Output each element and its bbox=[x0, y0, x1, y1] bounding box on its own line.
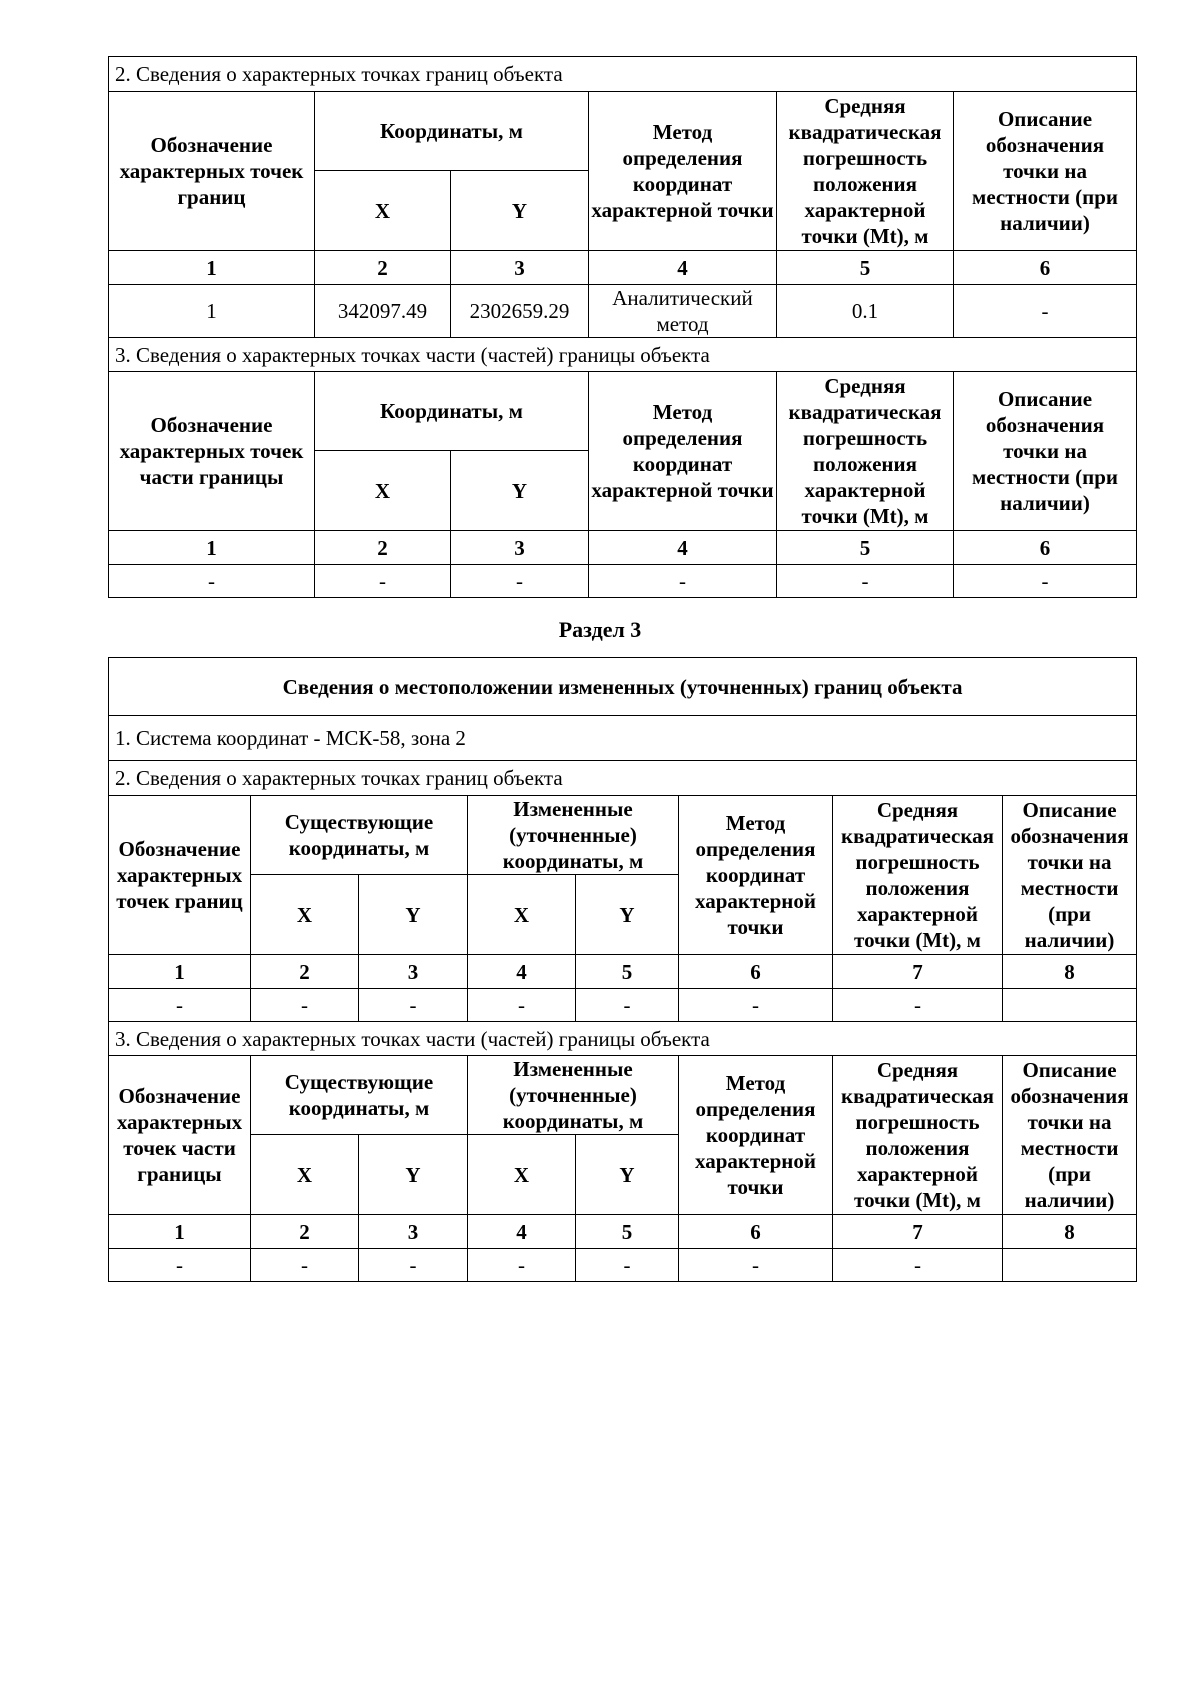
header-changed-coordinates: Измененные (уточненные) координаты, м bbox=[468, 1056, 679, 1135]
description-value: - bbox=[954, 285, 1137, 338]
table-row bbox=[109, 989, 1137, 1022]
header-changed-coordinates: Измененные (уточненные) координаты, м bbox=[468, 796, 679, 875]
header-method: Метод определения координат характерной точки bbox=[589, 372, 777, 531]
header-x: X bbox=[468, 1135, 576, 1215]
column-number: 6 bbox=[954, 251, 1137, 285]
empty-cell bbox=[1003, 989, 1137, 1022]
column-number: 1 bbox=[109, 1215, 251, 1249]
header-x: X bbox=[251, 1135, 359, 1215]
column-number: 4 bbox=[468, 955, 576, 989]
points-table-part-1 bbox=[108, 56, 1137, 598]
points-table-section-3 bbox=[108, 657, 1137, 1282]
header-x: X bbox=[315, 451, 451, 531]
header-designation: Обозначение характерных точек границ bbox=[109, 92, 315, 251]
column-number: 6 bbox=[954, 531, 1137, 565]
column-number: 7 bbox=[833, 955, 1003, 989]
empty-cell: - bbox=[954, 565, 1137, 598]
empty-cell: - bbox=[251, 1249, 359, 1282]
empty-cell: - bbox=[589, 565, 777, 598]
header-method: Метод определения координат характерной точки bbox=[679, 796, 833, 955]
header-coordinates: Координаты, м bbox=[315, 372, 589, 451]
column-number: 3 bbox=[451, 251, 589, 285]
empty-cell: - bbox=[777, 565, 954, 598]
column-number: 2 bbox=[251, 955, 359, 989]
column-number: 4 bbox=[468, 1215, 576, 1249]
header-mean-error: Средняя квадратическая погрешность положения характерной точки (Mt), м bbox=[833, 796, 1003, 955]
header-method: Метод определения координат характерной точки bbox=[679, 1056, 833, 1215]
coord-x: 342097.49 bbox=[315, 285, 451, 338]
empty-cell: - bbox=[679, 989, 833, 1022]
header-x: X bbox=[468, 875, 576, 955]
column-number: 8 bbox=[1003, 955, 1137, 989]
point-id: 1 bbox=[109, 285, 315, 338]
column-number: 3 bbox=[359, 1215, 468, 1249]
section-3-title: Раздел 3 bbox=[558, 617, 642, 642]
empty-cell: - bbox=[576, 989, 679, 1022]
section-heading-boundary-points: 2. Сведения о характерных точках границ объекта bbox=[109, 57, 1137, 92]
empty-cell: - bbox=[468, 1249, 576, 1282]
empty-cell: - bbox=[833, 1249, 1003, 1282]
column-number: 2 bbox=[315, 531, 451, 565]
table-row bbox=[109, 285, 1137, 338]
header-method: Метод определения координат характерной точки bbox=[589, 92, 777, 251]
column-number: 3 bbox=[359, 955, 468, 989]
header-existing-coordinates: Существующие координаты, м bbox=[251, 796, 468, 875]
header-existing-coordinates: Существующие координаты, м bbox=[251, 1056, 468, 1135]
column-number: 7 bbox=[833, 1215, 1003, 1249]
empty-cell: - bbox=[315, 565, 451, 598]
column-number: 6 bbox=[679, 1215, 833, 1249]
column-number: 5 bbox=[777, 531, 954, 565]
column-number: 2 bbox=[315, 251, 451, 285]
empty-cell: - bbox=[359, 989, 468, 1022]
coordinate-system: 1. Система координат - МСК-58, зона 2 bbox=[109, 716, 1137, 761]
header-designation: Обозначение характерных точек границ bbox=[109, 796, 251, 955]
empty-cell: - bbox=[468, 989, 576, 1022]
header-mean-error: Средняя квадратическая погрешность положения характерной точки (Mt), м bbox=[777, 372, 954, 531]
empty-cell bbox=[1003, 1249, 1137, 1282]
error-value: 0.1 bbox=[777, 285, 954, 338]
empty-cell: - bbox=[576, 1249, 679, 1282]
coord-y: 2302659.29 bbox=[451, 285, 589, 338]
section-heading-part-points: 3. Сведения о характерных точках части (частей) границы объекта bbox=[109, 338, 1137, 372]
empty-cell: - bbox=[109, 1249, 251, 1282]
header-designation-part: Обозначение характерных точек части границы bbox=[109, 1056, 251, 1215]
column-number: 1 bbox=[109, 531, 315, 565]
column-number: 4 bbox=[589, 251, 777, 285]
header-y: Y bbox=[359, 875, 468, 955]
column-number: 3 bbox=[451, 531, 589, 565]
header-coordinates: Координаты, м bbox=[315, 92, 589, 171]
header-designation-part: Обозначение характерных точек части границы bbox=[109, 372, 315, 531]
table-row bbox=[109, 1249, 1137, 1282]
column-number: 5 bbox=[777, 251, 954, 285]
header-description: Описание обозначения точки на местности (при наличии) bbox=[1003, 796, 1137, 955]
header-x: X bbox=[315, 171, 451, 251]
empty-cell: - bbox=[251, 989, 359, 1022]
column-number: 2 bbox=[251, 1215, 359, 1249]
column-number: 1 bbox=[109, 251, 315, 285]
column-number: 4 bbox=[589, 531, 777, 565]
header-mean-error: Средняя квадратическая погрешность положения характерной точки (Mt), м bbox=[777, 92, 954, 251]
column-number: 1 bbox=[109, 955, 251, 989]
header-description: Описание обозначения точки на местности (при наличии) bbox=[954, 372, 1137, 531]
empty-cell: - bbox=[833, 989, 1003, 1022]
section-heading-part-points: 3. Сведения о характерных точках части (частей) границы объекта bbox=[109, 1022, 1137, 1056]
header-y: Y bbox=[451, 171, 589, 251]
header-mean-error: Средняя квадратическая погрешность положения характерной точки (Mt), м bbox=[833, 1056, 1003, 1215]
section-heading-boundary-points: 2. Сведения о характерных точках границ объекта bbox=[109, 761, 1137, 796]
header-description: Описание обозначения точки на местности (при наличии) bbox=[954, 92, 1137, 251]
header-y: Y bbox=[359, 1135, 468, 1215]
empty-cell: - bbox=[109, 989, 251, 1022]
header-y: Y bbox=[576, 1135, 679, 1215]
column-number: 5 bbox=[576, 1215, 679, 1249]
empty-cell: - bbox=[109, 565, 315, 598]
empty-cell: - bbox=[679, 1249, 833, 1282]
column-number: 8 bbox=[1003, 1215, 1137, 1249]
column-number: 6 bbox=[679, 955, 833, 989]
header-description: Описание обозначения точки на местности (при наличии) bbox=[1003, 1056, 1137, 1215]
header-y: Y bbox=[576, 875, 679, 955]
empty-cell: - bbox=[451, 565, 589, 598]
column-number: 5 bbox=[576, 955, 679, 989]
header-x: X bbox=[251, 875, 359, 955]
table-title: Сведения о местоположении измененных (уточненных) границ объекта bbox=[109, 658, 1137, 716]
header-y: Y bbox=[451, 451, 589, 531]
empty-cell: - bbox=[359, 1249, 468, 1282]
table-row bbox=[109, 565, 1137, 598]
method-value: Аналитический метод bbox=[589, 285, 777, 338]
